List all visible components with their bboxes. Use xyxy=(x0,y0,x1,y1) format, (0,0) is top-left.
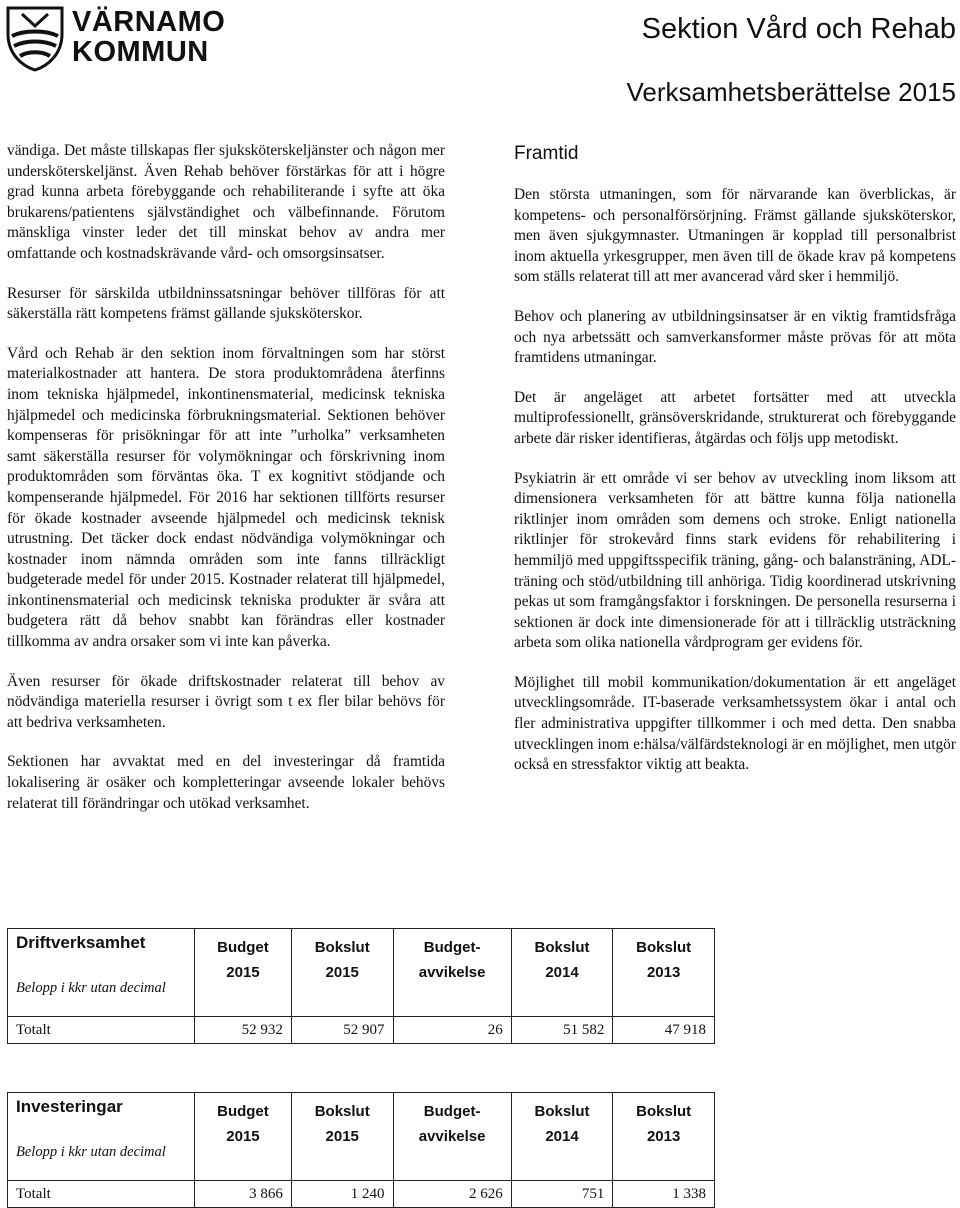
table-label-cell xyxy=(8,929,195,1017)
varnamo-kommun-logo xyxy=(4,4,244,74)
logo-line2: KOMMUN xyxy=(72,36,209,68)
table-cell: 26 xyxy=(393,1017,511,1044)
column-header: Budget 2015 xyxy=(195,1093,292,1181)
column-header: Bokslut 2013 xyxy=(613,1093,715,1181)
table-cell: 52 907 xyxy=(291,1017,393,1044)
page-subtitle: Verksamhetsberättelse 2015 xyxy=(626,77,956,107)
table-note: Belopp i kkr utan decimal xyxy=(16,1144,166,1160)
paragraph: vändiga. Det måste tillskapas fler sjuksköterskeljänster och någon mer undersköterskeljänst. Även Rehab behöver förstärkas för att i högre grad kunna arbeta förebyggande och rehabiliterande i syfte att öka brukarens/patientens självständighet och välbefinnande. Förutom mänskliga vinster leder det till minskat behov av andra mer omfattande och kostnadskrävande vård- och omsorgsinsatser. xyxy=(7,142,445,262)
row-label: Totalt xyxy=(8,1181,195,1208)
paragraph: Den största utmaningen, som för närvarande kan överblickas, är kompetens- och personalförsörjning. Främst gällande sjuksköterskor, men även sjukgymnaster. Utmaningen är kopplad till personalbrist inom aktuella yrkesgrupper, men även till de ökade krav på kompetens som ställs relaterat till att mer avancerad vård sker i hemmiljö. xyxy=(514,186,956,286)
column-header: Budget 2015 xyxy=(195,929,292,1017)
column-header: Bokslut 2013 xyxy=(613,929,715,1017)
paragraph: Psykiatrin är ett område vi ser behov av utveckling inom liksom att dimensionera verksamheten för att bättre kunna följa nationella riktlinjer inom områden som demens och stroke. Enligt nationella riktlinjer för strokevård finns stark evidens för rehabilitering i hemmiljö med uppgiftsspecifik träning, gång- och balansträning, ADL-träning och stöd/utbildning till anhöriga. Tidig koordinerad utskrivning pekas ut som framgångsfaktor i forskningen. De personella resurserna i sektionen är dock inte dimensionerade för att i tillräcklig utsträckning arbeta som olika nationella vårdprogram ger evidens för. xyxy=(514,469,956,652)
logo-line1: VÄRNAMO xyxy=(72,6,226,38)
column-header: Bokslut 2014 xyxy=(511,929,613,1017)
right-text-column xyxy=(514,185,956,795)
page-title: Sektion Vård och Rehab xyxy=(641,13,956,45)
table-note: Belopp i kkr utan decimal xyxy=(16,980,166,996)
paragraph: Resurser för särskilda utbildninssatsningar behöver tillföras för att säkerställa rätt kompetens främst gällande sjuksköterskor. xyxy=(7,284,445,323)
paragraph: Även resurser för ökade driftskostnader relaterat till behov av nödvändiga materiella resurser i övrigt som t ex fler bilar behövs för att bedriva verksamheten. xyxy=(7,672,445,731)
row-label: Totalt xyxy=(8,1017,195,1044)
investments-table xyxy=(7,1092,715,1208)
table-cell: 751 xyxy=(511,1181,613,1208)
left-text-column xyxy=(7,141,445,833)
column-header: Bokslut 2015 xyxy=(291,1093,393,1181)
coat-of-arms-icon xyxy=(4,4,66,72)
paragraph: Möjlighet till mobil kommunikation/dokumentation är ett angeläget utvecklingsområde. IT-baserade verksamhetssystem ökar i antal och fler administrativa uppgifter tillkommer i och med detta. Den snabba utvecklingen inom e:hälsa/välfärdsteknologi är en möjlighet, men utgör också en stressfaktor viktig att beakta. xyxy=(514,673,956,774)
column-header: Budget- avvikelse xyxy=(393,1093,511,1181)
table-cell: 47 918 xyxy=(613,1017,715,1044)
paragraph: Vård och Rehab är den sektion inom förvaltningen som har störst materialkostnader att hantera. De stora produktområdena återfinns inom tekniska hjälpmedel, inkontinensmaterial, medicinsk tekniska hjälpmedel och medicinska förbrukningsmaterial. Sektionen behöver kompenseras för prisökningar för att inte ”urholka” verksamheten samt säkerställa resurser för volymökningar och förskrivning inom produktområden som förväntas öka. T ex kognitivt stödjande och kompenserande hjälpmedel. För 2016 har sektionen tillförts resurser för ökade kostnader avseende hjälpmedel och medicinsk teknisk utrustning. Det täcker dock endast nödvändiga volymökningar och kostnader inom nämnda områden som inte fanns tillräckligt budgeterade medel för under 2015. Kostnader relaterat till hjälpmedel, inkontinensmaterial och medicinsk tekniska produkter är svåra att budgetera rätt då behov snabbt kan förändras eller kostnader tillkomma av andra orsaker som vi inte kan påverka. xyxy=(7,344,445,651)
table-cell: 2 626 xyxy=(393,1181,511,1208)
section-heading-framtid: Framtid xyxy=(514,143,579,164)
table-header-row xyxy=(8,929,715,1017)
column-header: Bokslut 2015 xyxy=(291,929,393,1017)
column-header: Bokslut 2014 xyxy=(511,1093,613,1181)
table-header-row xyxy=(8,1093,715,1181)
table-cell: 52 932 xyxy=(195,1017,292,1044)
paragraph: Behov och planering av utbildningsinsatser är en viktig framtidsfråga och nya arbetssätt och samverkansformer måste prövas för att möta framtidens utmaningar. xyxy=(514,307,956,367)
table-cell: 1 240 xyxy=(291,1181,393,1208)
table-row xyxy=(8,1181,715,1208)
table-label-cell xyxy=(8,1093,195,1181)
paragraph: Sektionen har avvaktat med en del investeringar då framtida lokalisering är osäker och kompletteringar avseende lokaler behövs relaterat till förändringar och utökad verksamhet. xyxy=(7,753,445,812)
table-cell: 51 582 xyxy=(511,1017,613,1044)
table-cell: 1 338 xyxy=(613,1181,715,1208)
operating-budget-table xyxy=(7,928,715,1044)
table-title: Investeringar xyxy=(16,1097,123,1116)
column-header: Budget- avvikelse xyxy=(393,929,511,1017)
table-title: Driftverksamhet xyxy=(16,933,146,952)
paragraph: Det är angeläget att arbetet fortsätter med att utveckla multiprofessionellt, gränsöverskridande, strukturerat och förebyggande arbete där risker identifieras, åtgärdas och följs upp metodiskt. xyxy=(514,388,956,447)
table-row xyxy=(8,1017,715,1044)
table-cell: 3 866 xyxy=(195,1181,292,1208)
